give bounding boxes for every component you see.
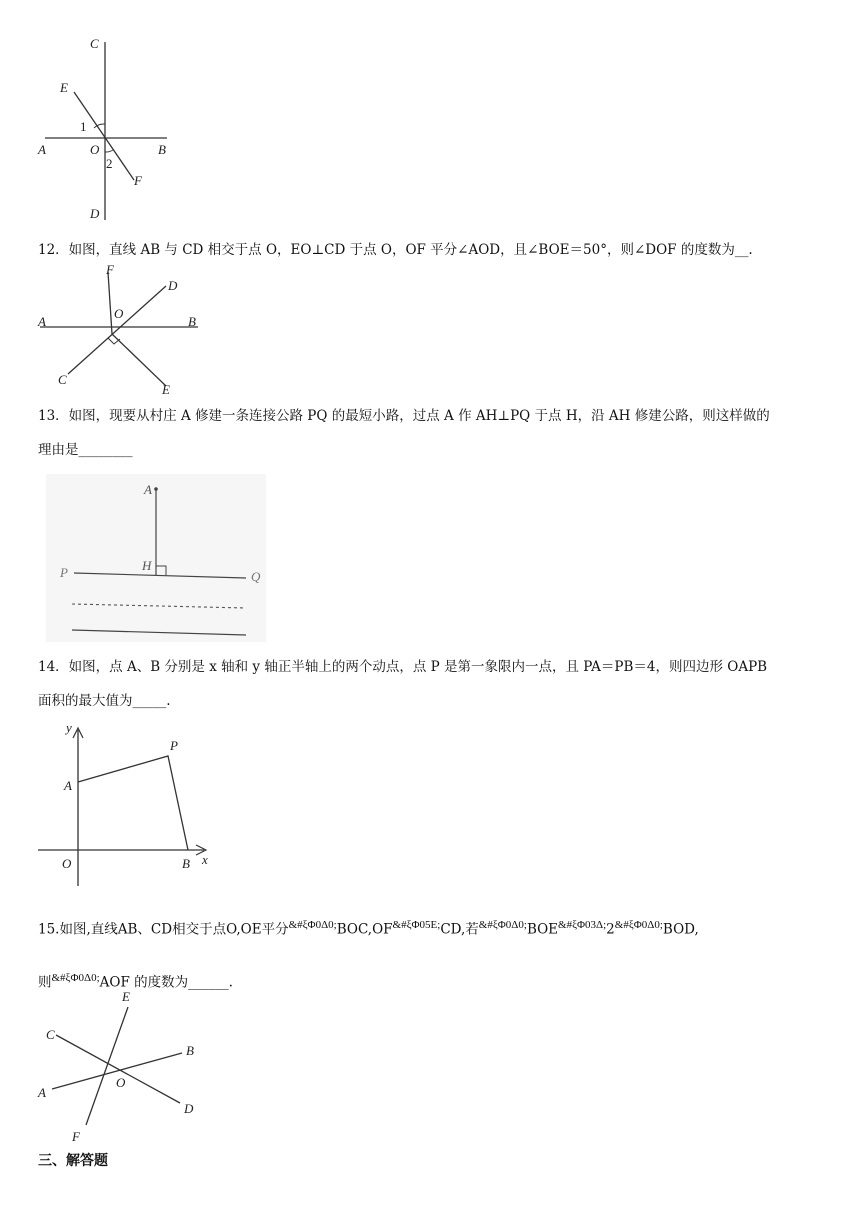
label-angle-2: 2 <box>106 156 113 171</box>
label-e: E <box>60 80 68 95</box>
question-12 <box>38 240 828 260</box>
q15-entity-1: &#ξΦ0Δ0; <box>288 919 337 931</box>
label-b: B <box>188 314 196 329</box>
q15-entity-6: &#ξΦ0Δ0; <box>51 971 100 984</box>
label-d: D <box>90 206 100 221</box>
q15-part-4: BOE <box>526 921 559 938</box>
q15-line2-a: 则 <box>38 974 52 990</box>
label-o: O <box>116 1075 126 1090</box>
label-o: O <box>62 856 72 871</box>
label-x: x <box>202 852 208 867</box>
q15-line2-b: AOF 的度数为______. <box>99 974 233 990</box>
label-a: A <box>38 1085 46 1100</box>
label-e: E <box>122 989 130 1004</box>
figure-q14 <box>36 716 226 891</box>
figure-q15 <box>30 985 210 1145</box>
label-d: D <box>184 1101 194 1116</box>
q15-part-2: BOC,OF <box>336 921 393 938</box>
q15-part-3: CD,若 <box>440 921 479 938</box>
question-12-text: 12．如图，直线 AB 与 CD 相交于点 O，EO⊥CD 于点 O，OF 平分∠AOD，且∠BOE＝50°，则∠DOF 的度数为__. <box>38 242 753 258</box>
q15-part-5: 2 <box>606 921 615 938</box>
label-d: D <box>168 278 178 293</box>
label-f: F <box>134 173 142 188</box>
q15-part-1: 15.如图,直线AB、CD相交于点O,OE平分 <box>38 921 289 938</box>
question-13-line2: 理由是________ <box>38 442 133 458</box>
label-q: Q <box>251 569 261 584</box>
label-o: O <box>114 306 124 321</box>
label-b: B <box>158 142 166 157</box>
figure-q12 <box>30 262 220 397</box>
section-heading-3: 三、解答题 <box>38 1153 108 1169</box>
label-p: P <box>60 565 68 580</box>
label-a: A <box>38 142 46 157</box>
question-13-line1: 13．如图，现要从村庄 A 修建一条连接公路 PQ 的最短小路，过点 A 作 AH⊥PQ 于点 H，沿 AH 修建公路，则这样做的 <box>38 408 770 424</box>
label-c: C <box>90 36 99 51</box>
label-e: E <box>162 382 170 397</box>
q15-entity-2: &#ξΦ05E; <box>392 919 441 931</box>
label-b: B <box>182 856 190 871</box>
label-p: P <box>170 738 178 753</box>
label-a: A <box>144 482 152 497</box>
label-f: F <box>106 262 114 277</box>
question-14-line2: 面积的最大值为_____. <box>38 693 171 709</box>
q15-entity-5: &#ξΦ0Δ0; <box>614 919 663 931</box>
label-h: H <box>142 558 152 573</box>
q15-part-6: BOD, <box>662 921 699 938</box>
label-angle-1: 1 <box>80 119 87 134</box>
question-14 <box>38 657 828 711</box>
label-c: C <box>58 372 67 387</box>
figure-q11 <box>30 30 190 225</box>
label-y: y <box>66 720 72 735</box>
label-c: C <box>46 1027 55 1042</box>
question-13 <box>38 406 828 460</box>
q15-entity-4: &#ξΦ03Δ; <box>558 919 607 931</box>
figure-q13 <box>46 474 266 642</box>
q15-entity-3: &#ξΦ0Δ0; <box>478 919 527 931</box>
label-a: A <box>64 778 72 793</box>
question-15 <box>38 915 828 992</box>
label-a: A <box>38 314 46 329</box>
label-b: B <box>186 1043 194 1058</box>
label-f: F <box>72 1129 80 1144</box>
question-15-line1 <box>38 915 828 940</box>
label-o: O <box>90 142 100 157</box>
question-14-line1: 14．如图，点 A、B 分别是 x 轴和 y 轴正半轴上的两个动点，点 P 是第一象限内一点，且 PA＝PB＝4，则四边形 OAPB <box>38 659 768 675</box>
